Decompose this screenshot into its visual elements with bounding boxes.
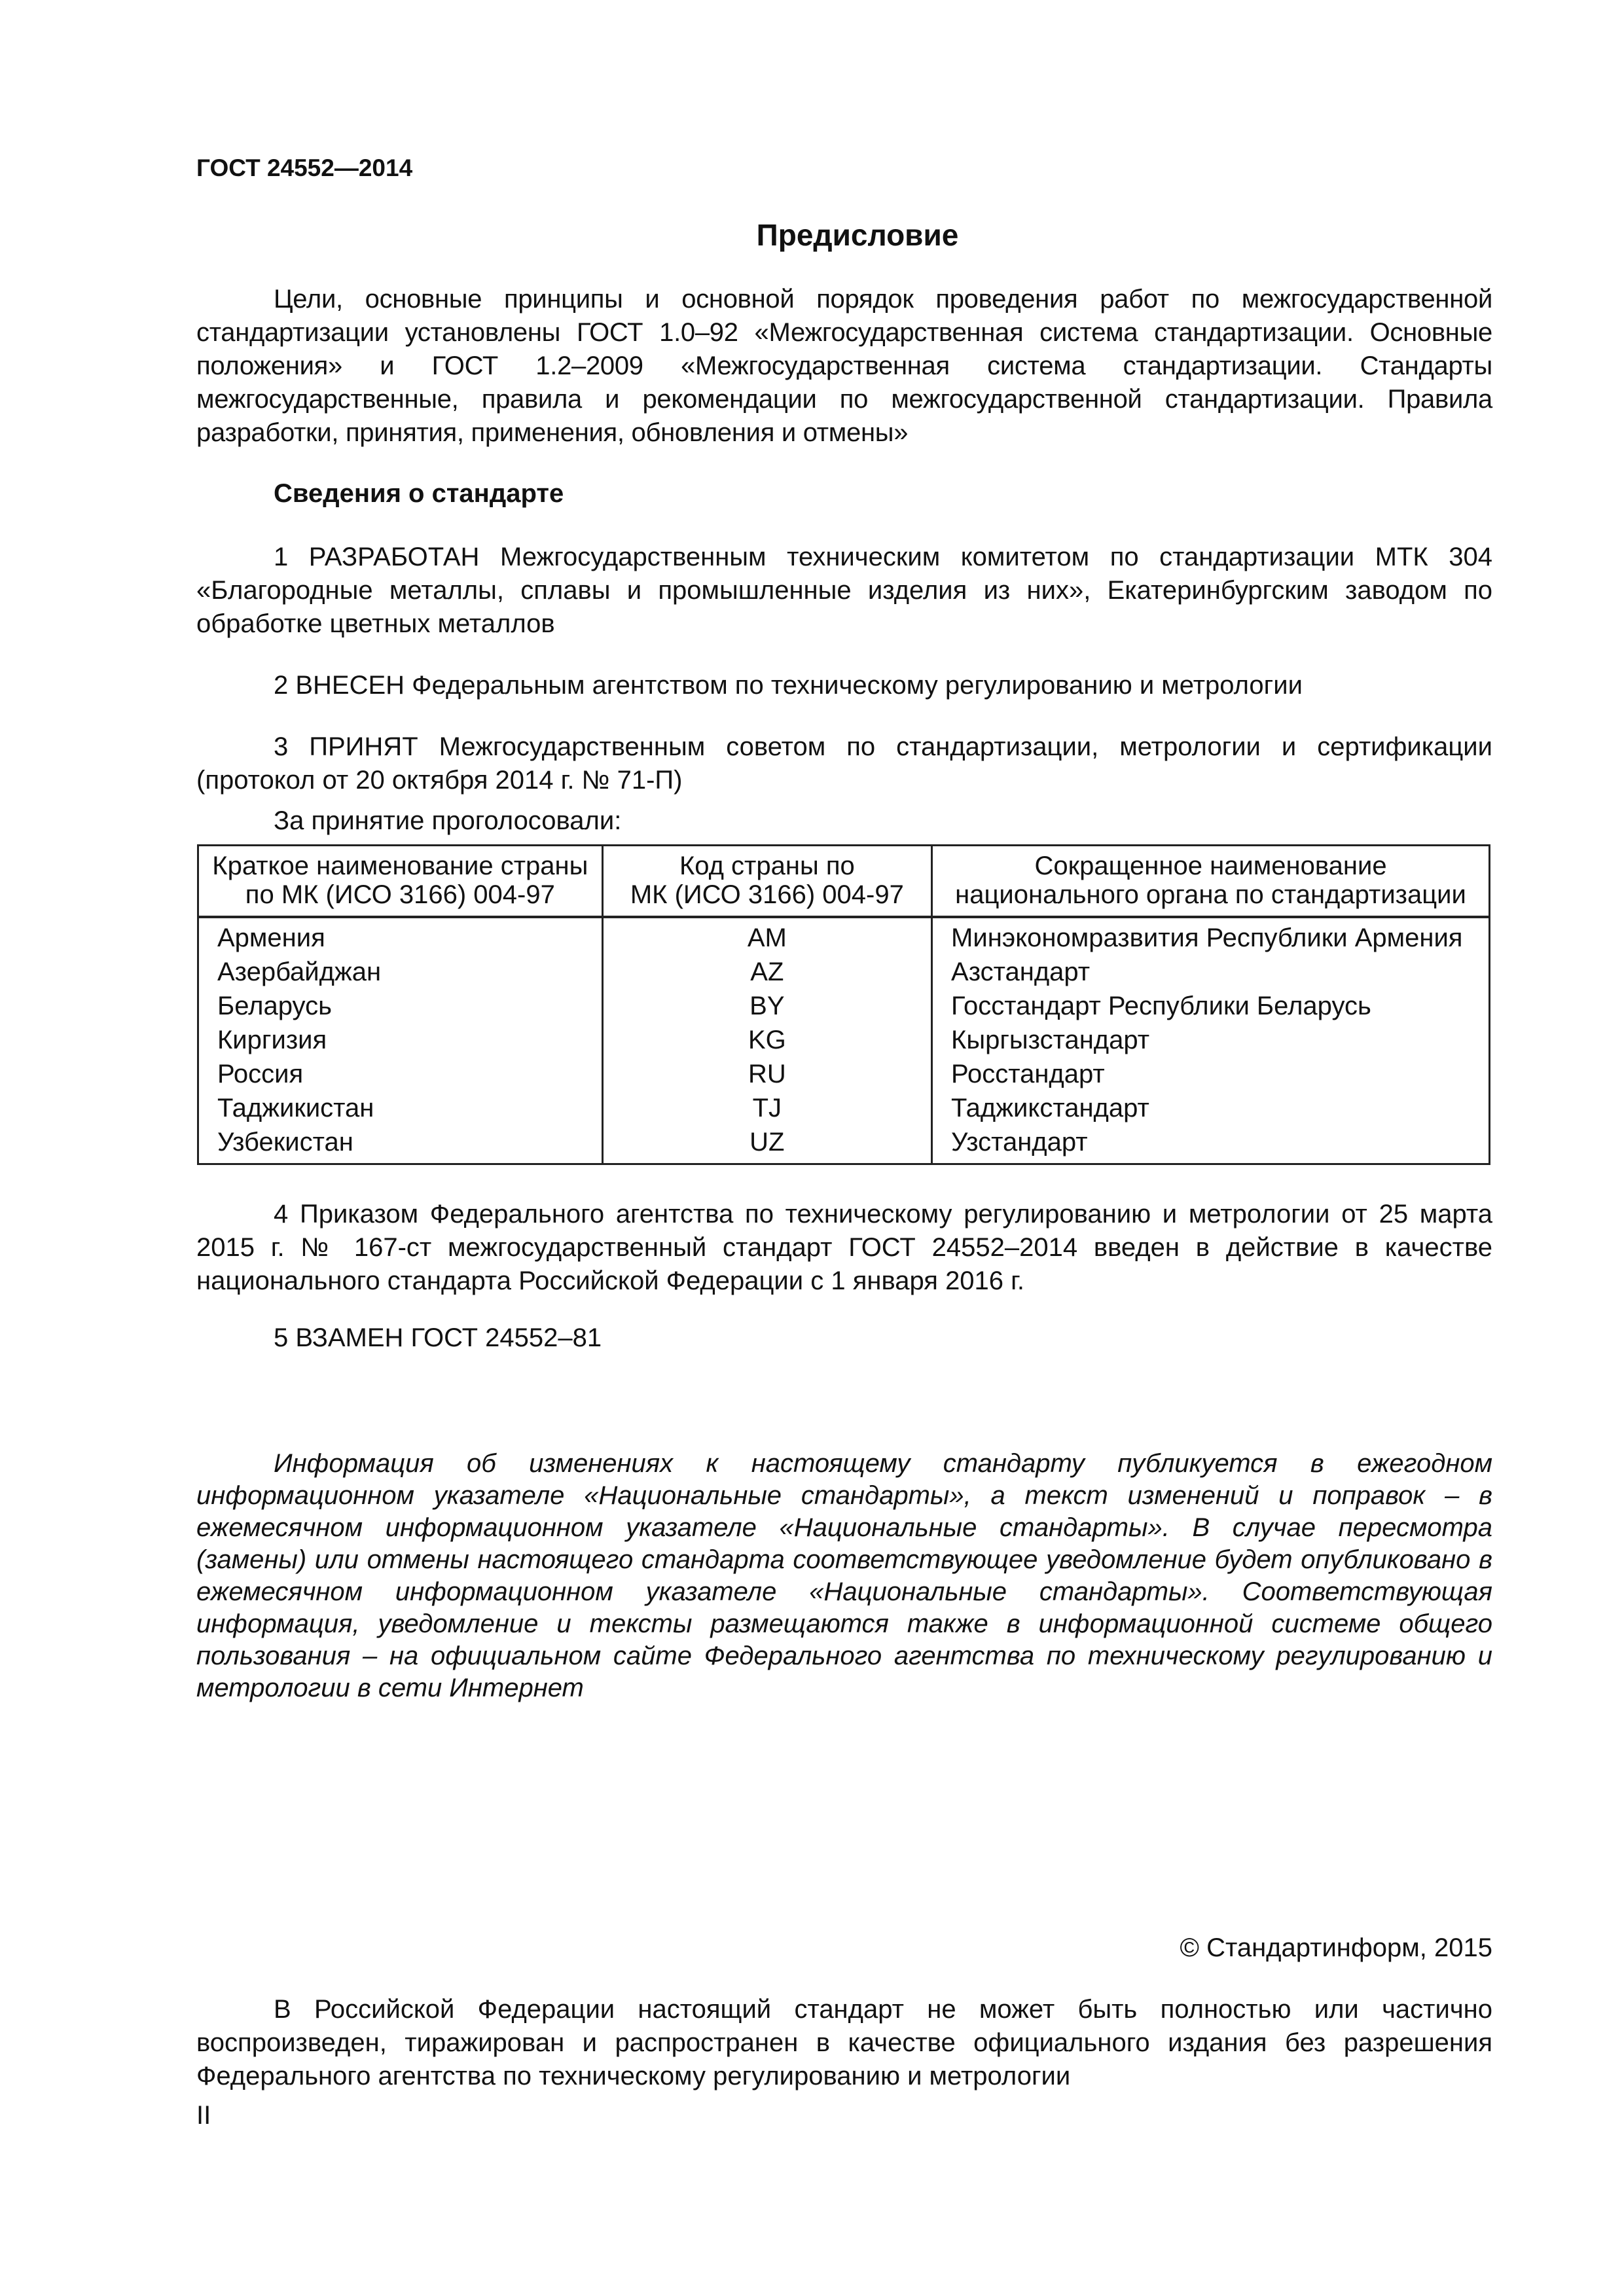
page-number: II [196, 2101, 211, 2130]
voted-label: За принятие проголосовали: [274, 806, 622, 835]
table-row [198, 989, 1490, 1023]
item-1-developed: 1 РАЗРАБОТАН Межгосударственным техническим комитетом по стандартизации МТК 304 «Благородные металлы, сплавы и промышленные изделия из них», Екатеринбургским заводом по обработке цветных металлов [196, 543, 1492, 638]
item-3-adopted: 3 ПРИНЯТ Межгосударственным советом по стандартизации, метрологии и сертификации (протокол от 20 октября 2014 г. № 71-П) [196, 732, 1492, 795]
body-cell: Росстандарт [932, 1057, 1490, 1091]
copyright-notice: © Стандартинформ, 2015 [1180, 1933, 1492, 1962]
document-id: ГОСТ 24552—2014 [196, 154, 413, 181]
country-cell: Киргизия [198, 1023, 603, 1057]
table-header-row [198, 846, 1490, 918]
country-cell: Узбекистан [198, 1125, 603, 1164]
intro-paragraph: Цели, основные принципы и основной порядок проведения работ по межгосударственной стандартизации установлены ГОСТ 1.0–92 «Межгосударственная система стандартизации. Основные положения» и ГОСТ 1.2–2009 «Межгосударственная система стандартизации. Стандарты межгосударственные, правила и рекомендации по межгосударственной стандартизации. Правила разработки, принятия, применения, обновления и отмены» [196, 285, 1492, 447]
body-cell: Таджикстандарт [932, 1091, 1490, 1125]
table-row [198, 1091, 1490, 1125]
column-header-country: Краткое наименование страны по МК (ИСО 3166) 004-97 [198, 846, 603, 918]
column-header-body: Сокращенное наименование национального органа по стандартизации [932, 846, 1490, 918]
item-2-introduced: 2 ВНЕСЕН Федеральным агентством по техническому регулированию и метрологии [274, 671, 1303, 700]
body-cell: Кыргызстандарт [932, 1023, 1490, 1057]
column-header-code: Код страны по МК (ИСО 3166) 004-97 [602, 846, 931, 918]
code-cell: RU [602, 1057, 931, 1091]
code-cell: AM [602, 917, 931, 955]
rights-paragraph: В Российской Федерации настоящий стандарт не может быть полностью или частично воспроизведен, тиражирован и распространен в качестве официального издания без разрешения Федерального агентства по техническому регулированию и метрологии [196, 1995, 1492, 2090]
section-heading: Сведения о стандарте [274, 479, 564, 508]
body-cell: Госстандарт Республики Беларусь [932, 989, 1490, 1023]
country-cell: Армения [198, 917, 603, 955]
code-cell: TJ [602, 1091, 931, 1125]
body-cell: Минэкономразвития Республики Армения [932, 917, 1490, 955]
table-row [198, 1125, 1490, 1164]
info-paragraph: Информация об изменениях к настоящему стандарту публикуется в ежегодном информационном указателе «Национальные стандарты», а текст изменений и поправок – в ежемесячном информационном указателе «Национальные стандарты». В случае пересмотра (замены) или отмены настоящего стандарта соответствующее уведомление будет опубликовано в ежемесячном информационном указателе «Национальные стандарты». Соответствующая информация, уведомление и тексты размещаются также в информационной системе общего пользования – на официальном сайте Федерального агентства по техническому регулированию и метрологии в сети Интернет [196, 1449, 1492, 1702]
country-cell: Беларусь [198, 989, 603, 1023]
item-4-order: 4 Приказом Федерального агентства по техническому регулированию и метрологии от 25 марта 2015 г. № 167-ст межгосударственный стандарт ГОСТ 24552–2014 введен в действие в качестве национального стандарта Российской Федерации с 1 января 2016 г. [196, 1200, 1492, 1295]
body-cell: Узстандарт [932, 1125, 1490, 1164]
body-cell: Азстандарт [932, 955, 1490, 989]
code-cell: KG [602, 1023, 931, 1057]
code-cell: BY [602, 989, 931, 1023]
table-row [198, 1057, 1490, 1091]
item-5-replaces: 5 ВЗАМЕН ГОСТ 24552–81 [274, 1323, 602, 1352]
voting-table [197, 844, 1490, 1165]
table-row [198, 955, 1490, 989]
country-cell: Азербайджан [198, 955, 603, 989]
table-row [198, 917, 1490, 955]
code-cell: UZ [602, 1125, 931, 1164]
code-cell: AZ [602, 955, 931, 989]
country-cell: Таджикистан [198, 1091, 603, 1125]
country-cell: Россия [198, 1057, 603, 1091]
table-row [198, 1023, 1490, 1057]
page-title: Предисловие [756, 218, 959, 252]
